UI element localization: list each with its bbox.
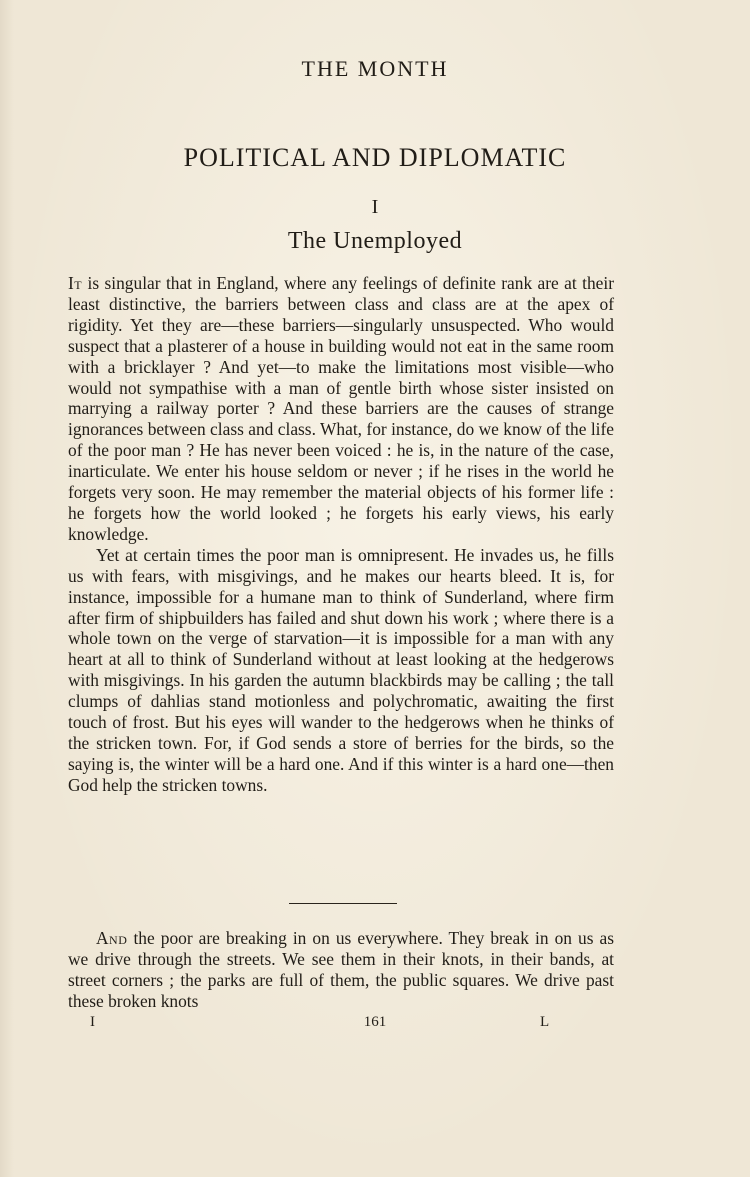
page-number: 161: [363, 1014, 387, 1030]
paragraph-3: [68, 928, 614, 1012]
paragraph-1-text: is singular that in England, where any feelings of definite rank are at their least distinctive, the barriers between class and class are at the apex of rigidity. Yet they are—these barriers—singularly unsuspected. Who would suspect that a plasterer of a house in building would not eat in the same room with a bricklayer ? And yet—to make the limitations most visible—who would not sympathise with a man of gentle birth whose sister insisted on marrying a railway porter ? And these barriers are the causes of strange ignorances between class and class. What, for instance, do we know of the life of the poor man ? He has never been voiced : he is, in the nature of the case, inarticulate. We enter his house seldom or never ; if he rises in the world he forgets very soon. He may remember the material objects of his former life : he forgets how the world looked ; he forgets his early views, his early knowledge.: [68, 273, 614, 544]
paragraph-2-text: Yet at certain times the poor man is omnipresent. He invades us, he fills us with fears, with misgivings, and he makes our hearts bleed. It is, for instance, impossible for a humane man to think of Sunderland, where firm after firm of shipbuilders has failed and shut down his work ; where there is a whole town on the verge of starvation—it is impossible for a man with any heart at all to think of Sunderland without at least looking at the hedgerows with misgivings. In his garden the autumn blackbirds may be calling ; the tall clumps of dahlias stand motionless and polychromatic, awaiting the first touch of frost. But his eyes will wander to the hedgerows when he thinks of the stricken town. For, if God sends a store of berries for the birds, so the saying is, the winter will be a hard one. And if this winter is a hard one—then God help the stricken towns.: [68, 544, 614, 795]
chapter-title: The Unemployed: [287, 228, 463, 254]
running-head: THE MONTH: [301, 56, 449, 81]
section-title: POLITICAL AND DIPLOMATIC: [183, 143, 567, 172]
paragraph-1: [68, 273, 614, 545]
section-divider: [289, 903, 397, 904]
paragraph-1-lead: It: [68, 273, 83, 293]
signature-mark-right: L: [540, 1014, 550, 1030]
paragraph-3-text: the poor are breaking in on us everywhere. They break in on us as we drive through the streets. We see them in their knots, in their bands, at street corners ; the parks are full of them, the public squares. We drive past these broken knots: [68, 928, 614, 1011]
paragraph-3-lead: And: [96, 928, 128, 948]
body-text-block-2: [68, 928, 614, 1012]
body-text-block: [68, 273, 614, 796]
signature-mark-left: I: [90, 1014, 95, 1030]
paragraph-2: [68, 545, 614, 796]
chapter-number: I: [371, 196, 379, 218]
